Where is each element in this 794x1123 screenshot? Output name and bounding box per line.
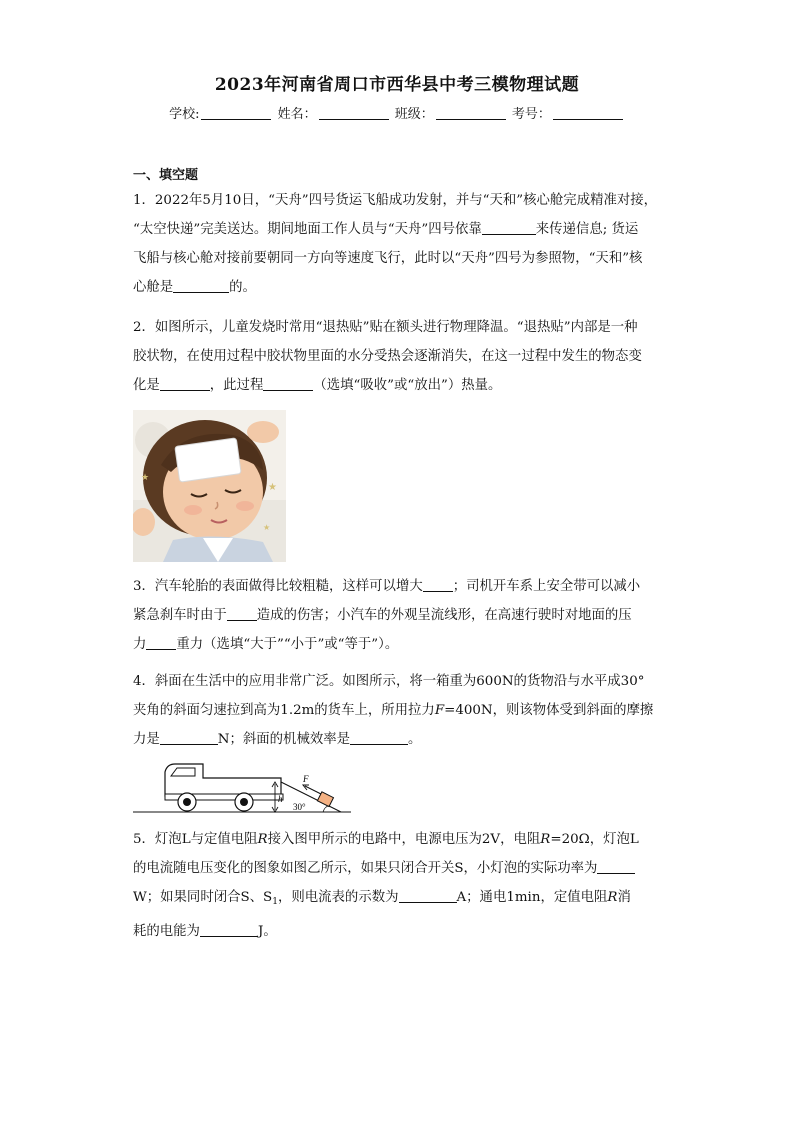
q1-line-2: “太空快递”完美送达。期间地面工作人员与“天舟”四号依靠 来传递信息; 货运 — [133, 222, 639, 237]
q1-blank-1[interactable] — [482, 234, 536, 235]
q5-blank-3[interactable] — [200, 936, 258, 937]
q5-line-1: 5．灯泡L与定值电阻R接入图甲所示的电路中，电源电压为2V，电阻R=20Ω，灯泡L — [133, 832, 639, 847]
q4-line-2: 夹角的斜面匀速拉到高为1.2m的货车上，所用拉力F=400N，则该物体受到斜面的摩擦 — [133, 703, 654, 718]
child-with-cooling-patch-image — [133, 410, 286, 562]
height-label: h — [278, 794, 283, 804]
question-3 — [133, 572, 663, 659]
q3-line-1: 3．汽车轮胎的表面做得比较粗糙，这样可以增大 ；司机开车系上安全带可以减小 — [133, 579, 641, 594]
q3-blank-1[interactable] — [423, 591, 453, 592]
angle-label: 30° — [293, 802, 306, 812]
q3-blank-2[interactable] — [227, 620, 257, 621]
q5-line-4: 耗的电能为 J。 — [133, 924, 277, 939]
question-4 — [133, 667, 663, 754]
question-1 — [133, 186, 663, 302]
svg-text:★: ★ — [141, 473, 150, 483]
class-label: 班级： — [394, 107, 434, 122]
q5-line-3: W；如果同时闭合S、$S_1$，则电流表的示数为 A；通电1min，定值电阻R消 — [133, 890, 631, 907]
name-blank[interactable] — [319, 119, 389, 120]
q4-blank-2[interactable] — [350, 744, 408, 745]
q3-line-3: 力 重力（选填“大于”“小于”或“等于”）。 — [133, 637, 399, 652]
exam-number-blank[interactable] — [553, 119, 623, 120]
q3-line-2: 紧急刹车时由于 造成的伤害；小汽车的外观呈流线形，在高速行驶时对地面的压 — [133, 608, 632, 623]
q5-blank-1[interactable] — [597, 873, 635, 874]
q4-line-1: 4．斜面在生活中的应用非常广泛。如图所示，将一箱重为600N的货物沿与水平成30° — [133, 674, 645, 689]
q1-line-3: 飞船与核心舱对接前要朝同一方向等速度飞行，此时以“天舟”四号为参照物，“天和”核 — [133, 251, 643, 266]
section-fill-in-title: 一、填空题 — [133, 168, 199, 183]
q4-blank-1[interactable] — [160, 744, 218, 745]
q5-line-2: 的电流随电压变化的图象如图乙所示，如果只闭合开关S，小灯泡的实际功率为 — [133, 854, 663, 883]
svg-text:★: ★ — [263, 523, 271, 532]
name-label: 姓名： — [277, 107, 317, 122]
question-2 — [133, 313, 663, 400]
q1-line-1: 1．2022年5月10日，“天舟”四号货运飞船成功发射，并与“天和”核心舱完成精准对接， — [133, 193, 658, 208]
school-label: 学校: — [169, 107, 200, 122]
q4-line-3: 力是 N；斜面的机械效率是 。 — [133, 732, 422, 747]
q1-line-4: 心舱是 的。 — [133, 280, 256, 295]
student-info-line — [0, 103, 794, 122]
question-5 — [133, 825, 663, 946]
q3-blank-3[interactable] — [146, 649, 176, 650]
class-blank[interactable] — [436, 119, 506, 120]
exam-title: 2023年河南省周口市西华县中考三模物理试题 — [214, 75, 580, 95]
q5-blank-2[interactable] — [399, 902, 457, 903]
q1-blank-2[interactable] — [173, 292, 229, 293]
q2-blank-2[interactable] — [263, 390, 313, 391]
q2-line-1: 2．如图所示，儿童发烧时常用“退热贴”贴在额头进行物理降温。“退热贴”内部是一种 — [133, 320, 638, 335]
q2-line-2: 胶状物，在使用过程中胶状物里面的水分受热会逐渐消失，在这一过程中发生的物态变 — [133, 349, 642, 364]
school-blank[interactable] — [201, 119, 271, 120]
q2-line-3: 化是 ，此过程 （选填“吸收”或“放出”）热量。 — [133, 378, 502, 393]
force-label: F — [303, 774, 309, 784]
exam-number-label: 考号： — [511, 107, 551, 122]
svg-text:★: ★ — [268, 482, 277, 493]
truck-incline-figure — [133, 760, 353, 818]
q2-blank-1[interactable] — [160, 390, 210, 391]
